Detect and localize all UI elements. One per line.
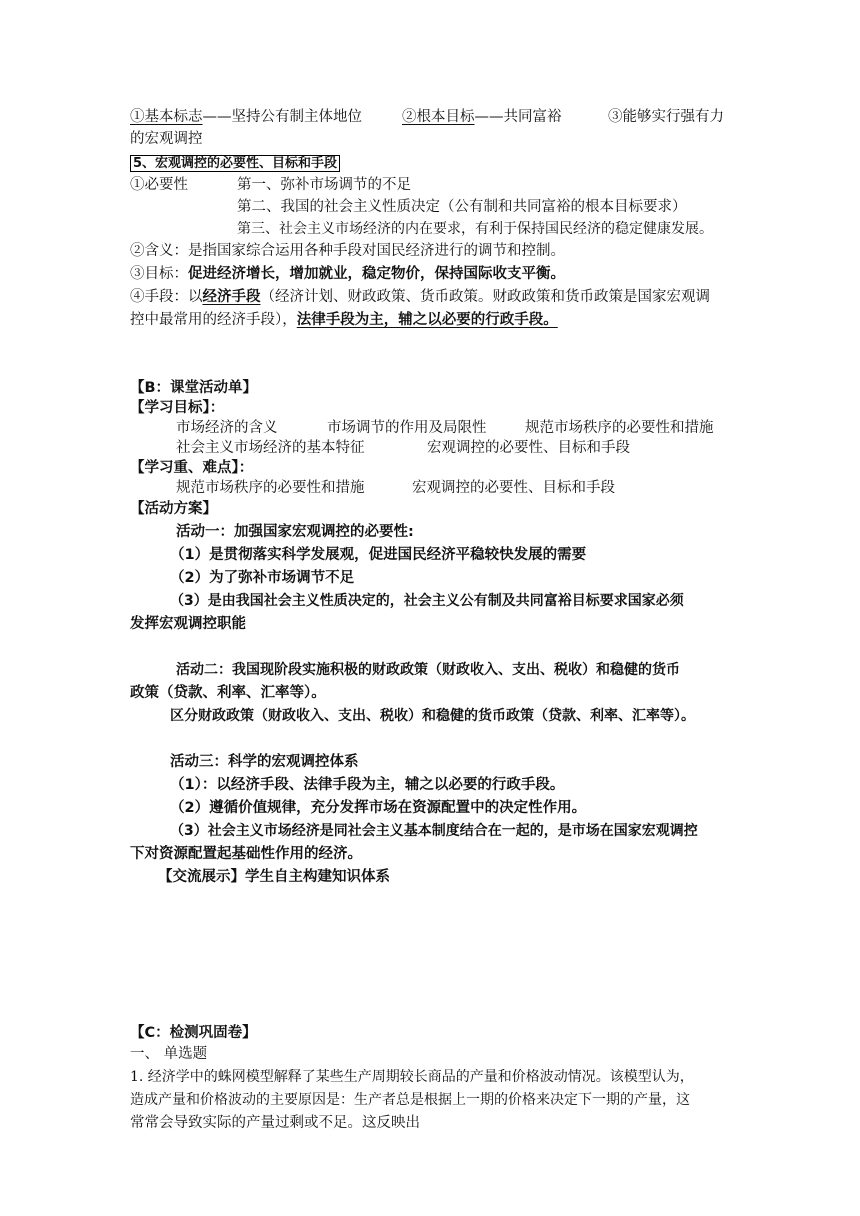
necessity-3: 第三、社会主义市场经济的内在要求，有利于保持国民经济的稳定健康发展。 bbox=[237, 221, 713, 237]
means-line-2 bbox=[130, 309, 558, 331]
goal-item-3: 规范市场秩序的必要性和措施 bbox=[525, 420, 714, 436]
goal-item-1: 市场经济的含义 bbox=[176, 420, 278, 436]
section-c-title: 【C：检测巩固卷】 bbox=[130, 1025, 257, 1041]
learning-goals-title: 【学习目标】： bbox=[130, 400, 225, 416]
means-line-1 bbox=[130, 286, 710, 308]
necessity-1: 第一、弥补市场调节的不足 bbox=[237, 177, 411, 193]
goal-item-2: 市场调节的作用及局限性 bbox=[327, 420, 487, 436]
feature-line-1-part2 bbox=[402, 106, 562, 128]
key-points-title: 【学习重、难点】： bbox=[130, 460, 254, 476]
activity-3-item-3a: （3）社会主义市场经济是同社会主义基本制度结合在一起的，是市场在国家宏观调控 bbox=[170, 823, 698, 839]
goal-line bbox=[130, 263, 565, 285]
goal-text: 促进经济增长，增加就业，稳定物价，保持国际收支平衡。 bbox=[188, 266, 565, 282]
activity-3-item-3b: 下对资源配置起基础性作用的经济。 bbox=[130, 846, 362, 862]
question-1-line-c: 常常会导致实际的产量过剩或不足。这反映出 bbox=[130, 1115, 420, 1131]
exchange-display: 【交流展示】学生自主构建知识体系 bbox=[158, 869, 390, 885]
activity-1-item-1: （1）是贯彻落实科学发展观，促进国民经济平稳较快发展的需要 bbox=[170, 547, 587, 563]
basic-mark-text: ——坚持公有制主体地位 bbox=[202, 109, 362, 125]
activity-1-item-3b: 发挥宏观调控职能 bbox=[130, 616, 246, 632]
goal-item-5: 宏观调控的必要性、目标和手段 bbox=[427, 440, 630, 456]
goal-label: ③目标： bbox=[130, 266, 188, 282]
plan-title: 【活动方案】 bbox=[130, 501, 217, 517]
activity-3-item-1: （1）：以经济手段、法律手段为主，辅之以必要的行政手段。 bbox=[170, 777, 565, 793]
means-label: ④手段：以 bbox=[130, 289, 203, 305]
activity-1-title: 活动一：加强国家宏观调控的必要性: bbox=[176, 524, 414, 540]
means-rest: （经济计划、财政政策、货币政策。财政政策和货币政策是国家宏观调 bbox=[260, 289, 710, 305]
fundamental-goal-text: ——共同富裕 bbox=[474, 109, 562, 125]
means-economic: 经济手段 bbox=[202, 289, 261, 305]
section-c-subtitle: 一、 单选题 bbox=[130, 1046, 208, 1062]
question-1-line-b: 造成产量和价格波动的主要原因是：生产者总是根据上一期的价格来决定下一期的产量，这 bbox=[130, 1092, 690, 1108]
activity-2-line-a: 活动二：我国现阶段实施积极的财政政策（财政收入、支出、税收）和稳健的货币 bbox=[176, 662, 680, 678]
activity-1-item-2: （2）为了弥补市场调节不足 bbox=[170, 570, 355, 586]
activity-1-item-3a: （3）是由我国社会主义性质决定的，社会主义公有制及共同富裕目标要求国家必须 bbox=[170, 593, 684, 609]
activity-3-title: 活动三：科学的宏观调控体系 bbox=[170, 754, 359, 770]
definition: ②含义：是指国家综合运用各种手段对国民经济进行的调节和控制。 bbox=[130, 243, 565, 259]
heading-5-box: 5、宏观调控的必要性、目标和手段 bbox=[130, 155, 340, 172]
basic-mark-label: ①基本标志 bbox=[130, 109, 203, 125]
feature-line-1 bbox=[130, 106, 362, 128]
key-item-2: 宏观调控的必要性、目标和手段 bbox=[412, 480, 615, 496]
activity-2-line-b: 政策（贷款、利率、汇率等）。 bbox=[130, 685, 326, 701]
heading-5 bbox=[130, 152, 340, 174]
means-line-2-a: 控中最常用的经济手段）， bbox=[130, 312, 297, 328]
necessity-2: 第二、我国的社会主义性质决定（公有制和共同富裕的根本目标要求） bbox=[237, 199, 687, 215]
key-item-1: 规范市场秩序的必要性和措施 bbox=[176, 480, 365, 496]
fundamental-goal-label: ②根本目标 bbox=[402, 109, 475, 125]
goal-item-4: 社会主义市场经济的基本特征 bbox=[176, 440, 365, 456]
question-1-line-a: 1. 经济学中的蛛网模型解释了某些生产周期较长商品的产量和价格波动情况。该模型认为， bbox=[130, 1069, 694, 1085]
section-b-title: 【B：课堂活动单】 bbox=[130, 380, 258, 396]
activity-2-line-c: 区分财政政策（财政收入、支出、税收）和稳健的货币政策（贷款、利率、汇率等）。 bbox=[170, 708, 695, 724]
feature-line-2: 的宏观调控 bbox=[130, 131, 203, 147]
means-line-2-b: 法律手段为主，辅之以必要的行政手段。 bbox=[296, 312, 558, 328]
necessity-label: ①必要性 bbox=[130, 177, 188, 193]
activity-3-item-2: （2）遵循价值规律，充分发挥市场在资源配置中的决定性作用。 bbox=[170, 800, 587, 816]
feature-line-1-part3: ③能够实行强有力 bbox=[608, 109, 724, 125]
